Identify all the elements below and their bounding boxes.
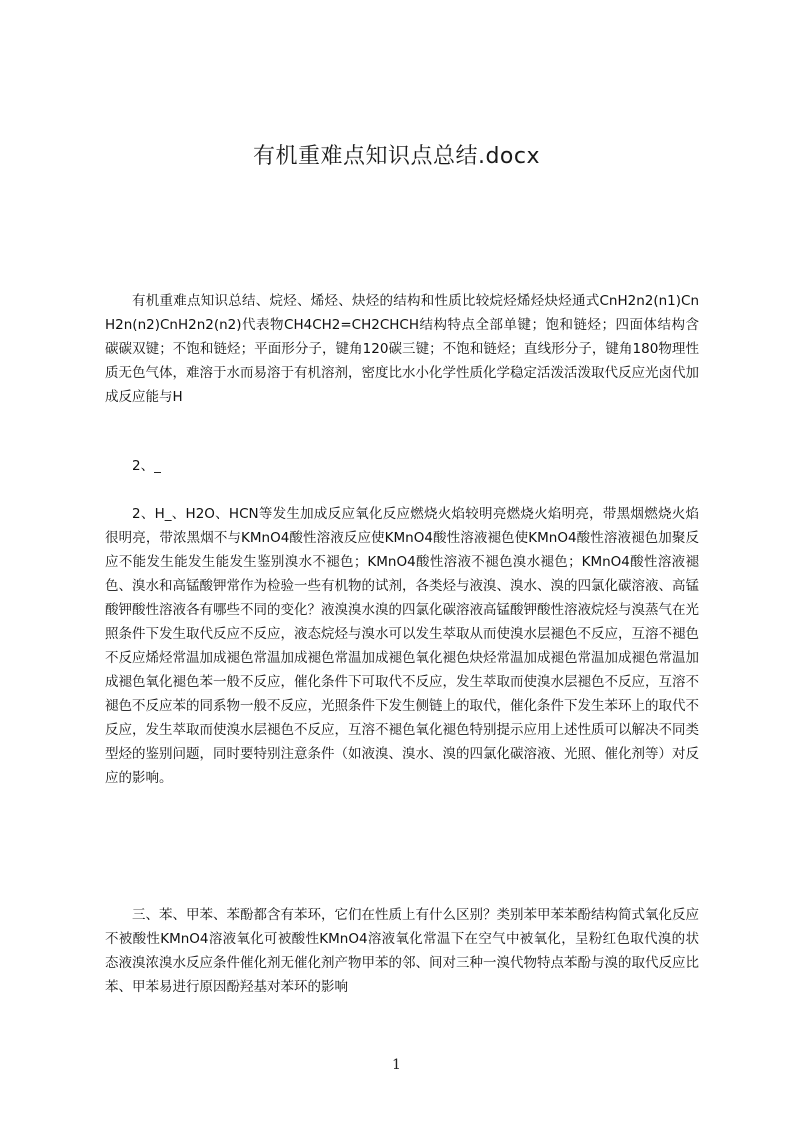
paragraph-hydrocarbon-reactions: 2、H_、H2O、HCN等发生加成反应氧化反应燃烧火焰较明亮燃烧火焰明亮，带黑烟燃烧火焰很明亮，带浓黑烟不与KMnO4酸性溶液反应使KMnO4酸性溶液褪色使KMnO4酸性溶液褪色加聚反应不能发生能发生能发生鉴别溴水不褪色；KMnO4酸性溶液不褪色溴水褪色；KMnO4酸性溶液褪色、溴水和高锰酸钾常作为检验一些有机物的试剂，各类烃与液溴、溴水、溴的四氯化碳溶液、高锰酸钾酸性溶液各有哪些不同的变化？液溴溴水溴的四氯化碳溶液高锰酸钾酸性溶液烷烃与溴蒸气在光照条件下发生取代反应不反应，液态烷烃与溴水可以发生萃取从而使溴水层褪色不反应，互溶不褪色不反应烯烃常温加成褪色常温加成褪色常温加成褪色氧化褪色炔烃常温加成褪色常温加成褪色常温加成褪色氧化褪色苯一般不反应，催化条件下可取代不反应，发生萃取而使溴水层褪色不反应，互溶不褪色不反应苯的同系物一般不反应，光照条件下发生侧链上的取代，催化条件下发生苯环上的取代不反应，发生萃取而使溴水层褪色不反应，互溶不褪色氧化褪色特别提示应用上述性质可以解决不同类型烃的鉴别问题，同时要特别注意条件（如液溴、溴水、溴的四氯化碳溶液、光照、催化剂等）对反应的影响。	[105, 506, 699, 786]
document-title: 有机重难点知识点总结.docx	[252, 144, 541, 169]
paragraph-alkane-alkene-alkyne-comparison: 有机重难点知识总结、烷烃、烯烃、炔烃的结构和性质比较烷烃烯烃炔烃通式CnH2n2(n1)CnH2n(n2)CnH2n2(n2)代表物CH4CH2=CH2CHCH结构特点全部单键；饱和链烃；四面体结构含碳碳双键；不饱和链烃；平面形分子，键角120碳三键；不饱和链烃；直线形分子，键角180物理性质无色气体，难溶于水而易溶于有机溶剂，密度比水小化学性质化学稳定活泼活泼取代反应光卤代加成反应能与H	[105, 293, 699, 405]
paragraph-benzene-toluene-phenol: 三、苯、甲苯、苯酚都含有苯环，它们在性质上有什么区别？类别苯甲苯苯酚结构简式氧化反应不被酸性KMnO4溶液氧化可被酸性KMnO4溶液氧化常温下在空气中被氧化，呈粉红色取代溴的状态液溴浓溴水反应条件催化剂无催化剂产物甲苯的邻、间对三种一溴代物特点苯酚与溴的取代反应比苯、甲苯易进行原因酚羟基对苯环的影响	[105, 907, 699, 995]
page-number: 1	[392, 1057, 401, 1073]
paragraph-section-marker: 2、_	[132, 458, 161, 474]
